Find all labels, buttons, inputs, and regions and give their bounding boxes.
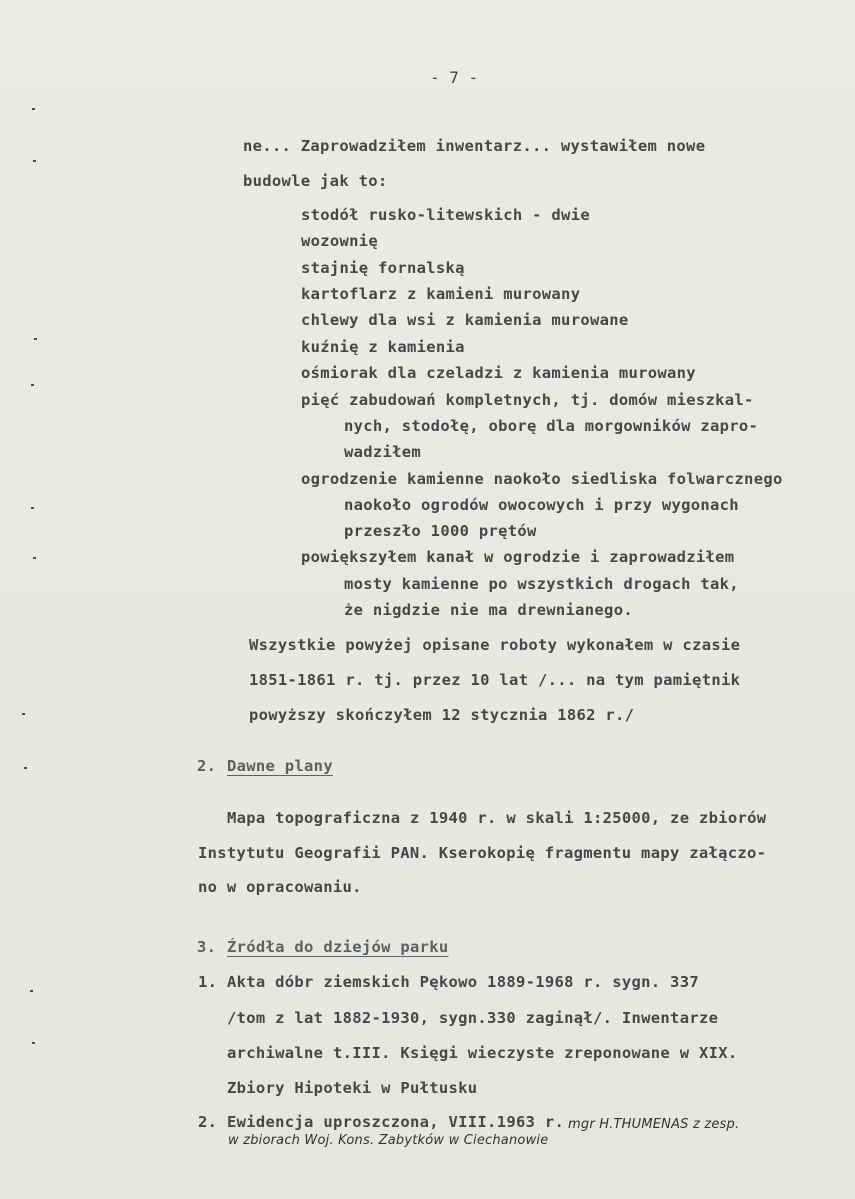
list-item-continuation: mosty kamienne po wszystkich drogach tak, [344, 575, 739, 593]
list-item-continuation: że nigdzie nie ma drewnianego. [344, 601, 633, 619]
source-line: archiwalne t.III. Księgi wieczyste zreponowane w XIX. [227, 1044, 738, 1062]
text-line: Instytutu Geografii PAN. Kserokopię fragmentu mapy załączo- [198, 844, 767, 862]
handwritten-note: mgr H.THUMENAS z zesp. [568, 1117, 740, 1132]
list-item: kartoflarz z kamieni murowany [301, 285, 581, 303]
source-line: /tom z lat 1882-1930, sygn.330 zaginął/. Inwentarze [227, 1009, 719, 1027]
list-item: kuźnię z kamienia [301, 338, 465, 356]
list-item: chlewy dla wsi z kamienia murowane [301, 311, 629, 329]
list-item: wozownię [301, 232, 379, 250]
margin-speck [33, 557, 36, 559]
section-number: 2. [197, 757, 217, 775]
margin-speck [32, 108, 35, 110]
source-line: Akta dóbr ziemskich Pękowo 1889-1968 r. sygn. 337 [227, 973, 699, 991]
section-title: Źródła do dziejów parku [227, 938, 449, 956]
list-item-continuation: wadziłem [344, 443, 422, 461]
text-line: Wszystkie powyżej opisane roboty wykonałem w czasie [249, 636, 741, 654]
source-line: Zbiory Hipoteki w Pułtusku [227, 1079, 478, 1097]
text-line: powyższy skończyłem 12 stycznia 1862 r./ [249, 706, 635, 724]
margin-speck [33, 160, 36, 162]
list-item: stodół rusko-litewskich - dwie [301, 206, 590, 224]
section-number: 3. [197, 938, 217, 956]
item-number: 2. [198, 1113, 218, 1131]
margin-speck [34, 338, 37, 340]
margin-speck [30, 990, 33, 992]
margin-speck [22, 713, 25, 715]
item-number: 1. [198, 973, 218, 991]
list-item: pięć zabudowań kompletnych, tj. domów mieszkal- [301, 391, 754, 409]
text-line: 1851-1861 r. tj. przez 10 lat /... na tym pamiętnik [249, 671, 741, 689]
margin-speck [32, 1042, 35, 1044]
list-item: stajnię fornalską [301, 259, 465, 277]
source-line: Ewidencja uproszczona, VIII.1963 r. [227, 1113, 565, 1131]
section-title: Dawne plany [227, 757, 333, 775]
text-line: no w opracowaniu. [198, 878, 362, 896]
page-number: - 7 - [430, 68, 479, 87]
margin-speck [31, 507, 34, 509]
text-line: ne... Zaprowadziłem inwentarz... wystawiłem nowe [243, 137, 706, 155]
list-item-continuation: naokoło ogrodów owocowych i przy wygonach [344, 496, 739, 514]
text-line: budowle jak to: [243, 172, 388, 190]
list-item: powiększyłem kanał w ogrodzie i zaprowadziłem [301, 548, 735, 566]
list-item-continuation: przeszło 1000 prętów [344, 522, 537, 540]
margin-speck [24, 767, 27, 769]
margin-speck [31, 384, 34, 386]
list-item: ogrodzenie kamienne naokoło siedliska folwarcznego [301, 470, 783, 488]
list-item-continuation: nych, stodołę, oborę dla morgowników zapro- [344, 417, 759, 435]
handwritten-note: w zbiorach Woj. Kons. Zabytków w Ciechanowie [228, 1133, 549, 1148]
text-line: Mapa topograficzna z 1940 r. w skali 1:25000, ze zbiorów [227, 809, 767, 827]
list-item: ośmiorak dla czeladzi z kamienia murowany [301, 364, 696, 382]
